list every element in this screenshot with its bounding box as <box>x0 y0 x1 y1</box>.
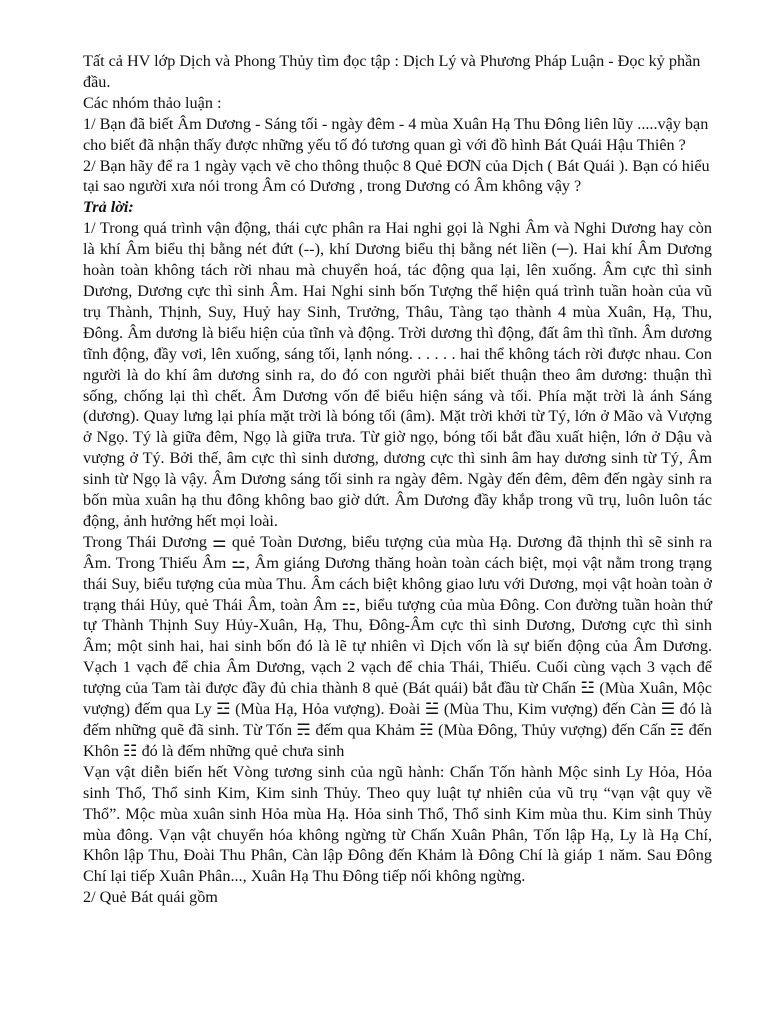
answer-2-heading: 2/ Quẻ Bát quái gồm <box>83 888 218 907</box>
groups-heading: Các nhóm thảo luận : <box>83 93 222 112</box>
intro-line: Tất cả HV lớp Dịch và Phong Thủy tìm đọc tập : Dịch Lý và Phương Pháp Luận - Đọc kỷ phần đầu. <box>83 52 701 91</box>
answer-heading: Trả lời: <box>83 198 134 217</box>
question-1: 1/ Bạn đã biết Âm Dương - Sáng tối - ngày đêm - 4 mùa Xuân Hạ Thu Đông liên lũy .....vậy bạn cho biết đã nhận thấy được những yếu tố đó tương quan gì với đồ hình Bát Quái Hậu Thiên ? <box>83 114 709 154</box>
van-vat-paragraph: Vạn vật diễn biến hết Vòng tương sinh của ngũ hành: Chấn Tốn hành Mộc sinh Ly Hỏa, Hỏa sinh Thổ, Thổ sinh Kim, Kim sinh Thủy. Theo quy luật tự nhiên của vũ trụ “vạn vật quy về Thổ”. Mộc mùa xuân sinh Hỏa mùa Hạ. Hỏa sinh Thổ, Thổ sinh Kim mùa thu. Kim sinh Thủy mùa đông. Vạn vật chuyển hóa không ngừng từ Chấn Xuân Phân, Tốn lập Hạ, Ly là Hạ Chí, Khôn lập Thu, Đoài Thu Phân, Càn lập Đông đến Khảm là Đông Chí là giáp 1 năm. Sau Đông Chí lại tiếp Xuân Phân..., Xuân Hạ Thu Đông tiếp nối không ngừng. <box>83 762 712 886</box>
question-2: 2/ Bạn hãy để ra 1 ngày vạch vẽ cho thông thuộc 8 Quẻ ĐƠN của Dịch ( Bát Quái ). Bạn có hiểu tại sao người xưa nói trong Âm có Dương , trong Dương có Âm không vậy ? <box>83 156 710 196</box>
thai-duong-paragraph: Trong Thái Dương ⚌ quẻ Toàn Dương, biểu tượng của mùa Hạ. Dương đã thịnh thì sẽ sinh ra Âm. Trong Thiếu Âm ⚍, Âm giáng Dương thăng hoàn toàn cách biệt, mọi vật nằm trong trạng thái Suy, biểu tượng của mùa Thu. Âm cách biệt không giao lưu với Dương, mọi vật hoàn toàn ở trạng thái Hủy, quẻ Thái Âm, toàn Âm ⚏, biểu tượng của mùa Đông. Con đường tuần hoàn thứ tự Thành Thịnh Suy Hủy-Xuân, Hạ, Thu, Đông-Âm cực thì sinh Dương, Dương cực thì sinh Âm; một sinh hai, hai sinh bốn đó là lẽ tự nhiên vì Dịch vốn là sự biến động của Âm Dương. Vạch 1 vạch để chia Âm Dương, vạch 2 vạch để chia Thái, Thiếu. Cuối cùng vạch 3 vạch để tượng của Tam tài được đầy đủ chia thành 8 quẻ (Bát quái) bắt đầu từ Chấn ☳ (Mùa Xuân, Mộc vượng) đếm qua Ly ☲ (Mùa Hạ, Hỏa vượng). Đoài ☱ (Mùa Thu, Kim vượng) đến Càn ☰ đó là đếm những quẽ đã sinh. Từ Tốn ☴ đếm qua Khảm ☵ (Mùa Đông, Thủy vượng) đến Cấn ☶ đến Khôn ☷ đó là đếm những quẻ chưa sinh <box>83 532 712 760</box>
answer-1-paragraph: 1/ Trong quá trình vận động, thái cực phân ra Hai nghi gọi là Nghi Âm và Nghi Dương hay còn là khí Âm biểu thị bằng nét đứt (--), khí Dương biểu thị bằng nét liền (─). Hai khí Âm Dương hoàn toàn không tách rời nhau mà chuyển hoá, tác động qua lại, lên xuống. Âm cực thì sinh Dương, Dương cực thì sinh Âm. Hai Nghi sinh bốn Tượng thể hiện quá trình tuần hoàn của vũ trụ Thành, Thịnh, Suy, Huỷ hay Sinh, Trưởng, Thâu, Tàng tạo thành 4 mùa Xuân, Hạ, Thu, Đông. Âm dương là biểu hiện của tĩnh và động. Trời dương thì động, đất âm thì tĩnh. Âm dương tĩnh động, đầy vơi, lên xuống, sáng tối, lạnh nóng. . . . . . hai thể không tách rời được nhau. Con người là do khí âm dương sinh ra, do đó con người phải biết thuận theo âm dương: thuận thì sống, chống lại thì chết. Âm Dương vốn để biểu hiện sáng và tối. Phía mặt trời là ánh Sáng (dương). Quay lưng lại phía mặt trời là bóng tối (âm). Mặt trời khởi từ Tý, lớn ở Mão và Vượng ở Ngọ. Tý là giữa đêm, Ngọ là giữa trưa. Từ giờ ngọ, bóng tối bắt đầu xuất hiện, lớn ở Dậu và vượng ở Tý. Bởi thế, âm cực thì sinh dương, dương cực thì sinh âm hay dương sinh từ Tý, Âm sinh từ Ngọ là vậy. Âm Dương sáng tối sinh ra ngày đêm. Ngày đến đêm, đêm đến ngày sinh ra bốn mùa xuân hạ thu đông không bao giờ dứt. Âm Dương đầy khắp trong vũ trụ, luôn luôn tác động, ảnh hưởng hết mọi loài. <box>83 219 712 530</box>
